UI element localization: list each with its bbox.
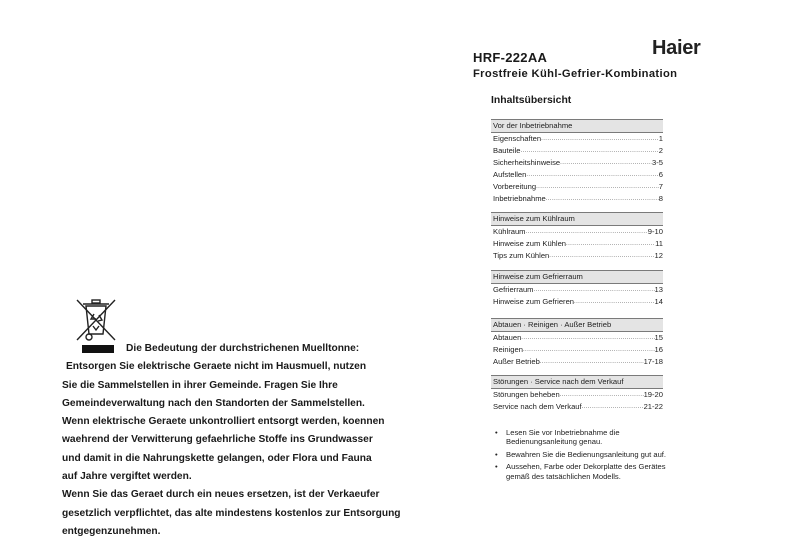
toc-entry-label: Störungen beheben bbox=[493, 390, 560, 399]
toc-entry-label: Vorbereitung bbox=[493, 182, 537, 191]
note-text: Bewahren Sie die Bedienungsanleitung gut auf. bbox=[506, 449, 667, 459]
leader-dots bbox=[521, 332, 654, 344]
toc-section bbox=[491, 212, 663, 262]
toc-entry-page: 19-20 bbox=[643, 390, 663, 399]
brand-logo: Haier bbox=[652, 37, 701, 59]
toc-entry-page: 13 bbox=[654, 285, 663, 294]
toc-entry-label: Aufstellen bbox=[493, 170, 527, 179]
notice-heading: Die Bedeutung der durchstrichenen Muelltonne: bbox=[126, 343, 360, 354]
toc-entry[interactable] bbox=[491, 356, 663, 368]
leader-dots bbox=[536, 181, 659, 193]
toc-entry[interactable] bbox=[491, 250, 663, 262]
toc-entry-label: Tips zum Kühlen bbox=[493, 251, 550, 260]
notice-line: und damit in die Nahrungskette gelangen, oder Flora und Fauna bbox=[62, 452, 372, 464]
leader-dots bbox=[526, 226, 648, 238]
notice-line: Sie die Sammelstellen in ihrer Gemeinde. Fragen Sie Ihre bbox=[62, 379, 338, 391]
crossed-out-wheelie-bin-icon bbox=[74, 298, 118, 342]
toc-entry-page: 17-18 bbox=[643, 357, 663, 366]
toc-entry-label: Reinigen bbox=[493, 345, 523, 354]
toc-entry-page: 16 bbox=[654, 345, 663, 354]
notice-line: Entsorgen Sie elektrische Geraete nicht im Hausmuell, nutzen bbox=[66, 361, 367, 373]
toc-entry-label: Bauteile bbox=[493, 146, 521, 155]
bullet-icon: • bbox=[495, 428, 498, 437]
leader-dots bbox=[523, 344, 655, 356]
leader-dots bbox=[566, 238, 655, 250]
toc-section bbox=[491, 318, 663, 368]
toc-entry[interactable] bbox=[491, 169, 663, 181]
toc-entry[interactable] bbox=[491, 296, 663, 308]
note-item bbox=[495, 462, 675, 481]
toc-entry[interactable] bbox=[491, 226, 663, 238]
note-text: Aussehen, Farbe oder Dekorplatte des Gerätes gemäß des tatsächlichen Modells. bbox=[506, 462, 666, 481]
model-number: HRF-222AA bbox=[473, 50, 548, 65]
toc-entry-label: Inbetriebnahme bbox=[493, 194, 546, 203]
leader-dots bbox=[560, 157, 652, 169]
toc-entry[interactable] bbox=[491, 332, 663, 344]
product-subtitle: Frostfreie Kühl-Gefrier-Kombination bbox=[473, 68, 678, 80]
toc-entry[interactable] bbox=[491, 344, 663, 356]
notice-line: waehrend der Verwitterung gefaehrliche Stoffe ins Grundwasser bbox=[62, 434, 373, 446]
toc-entry-label: Kühlraum bbox=[493, 227, 526, 236]
toc-entry-label: Sicherheitshinweise bbox=[493, 158, 561, 167]
bullet-icon: • bbox=[495, 449, 498, 459]
toc-section-heading: Vor der Inbetriebnahme bbox=[491, 119, 663, 133]
toc-entry[interactable] bbox=[491, 389, 663, 401]
notice-line: Wenn elektrische Geraete unkontrolliert entsorgt werden, koennen bbox=[62, 416, 385, 428]
leader-dots bbox=[582, 401, 644, 413]
toc-entry[interactable] bbox=[491, 401, 663, 413]
toc-entry-page: 1 bbox=[658, 134, 663, 143]
toc-entry-label: Abtauen bbox=[493, 333, 522, 342]
leader-dots bbox=[560, 389, 644, 401]
leader-dots bbox=[526, 169, 658, 181]
leader-dots bbox=[574, 296, 655, 308]
toc-section bbox=[491, 375, 663, 413]
toc-entry-page: 8 bbox=[658, 194, 663, 203]
disposal-notice bbox=[62, 340, 401, 541]
toc-entry-page: 9-10 bbox=[647, 227, 663, 236]
toc-entry-label: Hinweise zum Gefrieren bbox=[493, 297, 575, 306]
usage-notes bbox=[495, 428, 675, 484]
toc-entry-page: 3-5 bbox=[652, 158, 663, 167]
toc-entry-page: 7 bbox=[658, 182, 663, 191]
toc-entry-label: Hinweise zum Kühlen bbox=[493, 239, 567, 248]
leader-dots bbox=[534, 284, 655, 296]
notice-line: entgegenzunehmen. bbox=[62, 525, 161, 537]
toc-entry-page: 6 bbox=[658, 170, 663, 179]
toc-section bbox=[491, 270, 663, 308]
leader-dots bbox=[541, 133, 659, 145]
toc-entry-page: 11 bbox=[655, 239, 663, 248]
toc-entry-label: Außer Betrieb bbox=[493, 357, 540, 366]
toc-entry[interactable] bbox=[491, 284, 663, 296]
leader-dots bbox=[546, 193, 659, 205]
toc-entry[interactable] bbox=[491, 133, 663, 145]
toc-entry[interactable] bbox=[491, 181, 663, 193]
bullet-icon: • bbox=[495, 462, 498, 472]
notice-line: Wenn Sie das Geraet durch ein neues ersetzen, ist der Verkaeufer bbox=[62, 489, 380, 501]
toc-section bbox=[491, 119, 663, 205]
toc-entry-page: 21-22 bbox=[643, 402, 663, 411]
note-text: Lesen Sie vor Inbetriebnahme die Bedienungsanleitung genau. bbox=[506, 428, 620, 447]
toc-entry-label: Eigenschaften bbox=[493, 134, 542, 143]
toc-entry-page: 15 bbox=[654, 333, 663, 342]
toc-entry[interactable] bbox=[491, 238, 663, 250]
note-item bbox=[495, 428, 675, 447]
leader-dots bbox=[520, 145, 658, 157]
toc-entry-label: Service nach dem Verkauf bbox=[493, 402, 582, 411]
toc-entry[interactable] bbox=[491, 157, 663, 169]
leader-dots bbox=[549, 250, 654, 262]
toc-section-heading: Störungen · Service nach dem Verkauf bbox=[491, 375, 663, 389]
toc-entry-page: 14 bbox=[654, 297, 663, 306]
toc-section-heading: Hinweise zum Gefrierraum bbox=[491, 270, 663, 284]
notice-line: gesetzlich verpflichtet, das alte mindestens kostenlos zur Entsorgung bbox=[62, 507, 401, 519]
toc-section-heading: Abtauen · Reinigen · Außer Betrieb bbox=[491, 318, 663, 332]
toc-entry-page: 2 bbox=[658, 146, 663, 155]
notice-line: Gemeindeverwaltung nach den Standorten der Sammelstellen. bbox=[62, 397, 365, 409]
notice-line: auf Jahre vergiftet werden. bbox=[62, 471, 192, 483]
toc-entry-page: 12 bbox=[654, 251, 663, 260]
toc-section-heading: Hinweise zum Kühlraum bbox=[491, 212, 663, 226]
toc-entry[interactable] bbox=[491, 145, 663, 157]
toc-title: Inhaltsübersicht bbox=[491, 95, 572, 106]
toc-entry[interactable] bbox=[491, 193, 663, 205]
note-item bbox=[495, 450, 675, 459]
toc-entry-label: Gefrierraum bbox=[493, 285, 534, 294]
leader-dots bbox=[540, 356, 644, 368]
